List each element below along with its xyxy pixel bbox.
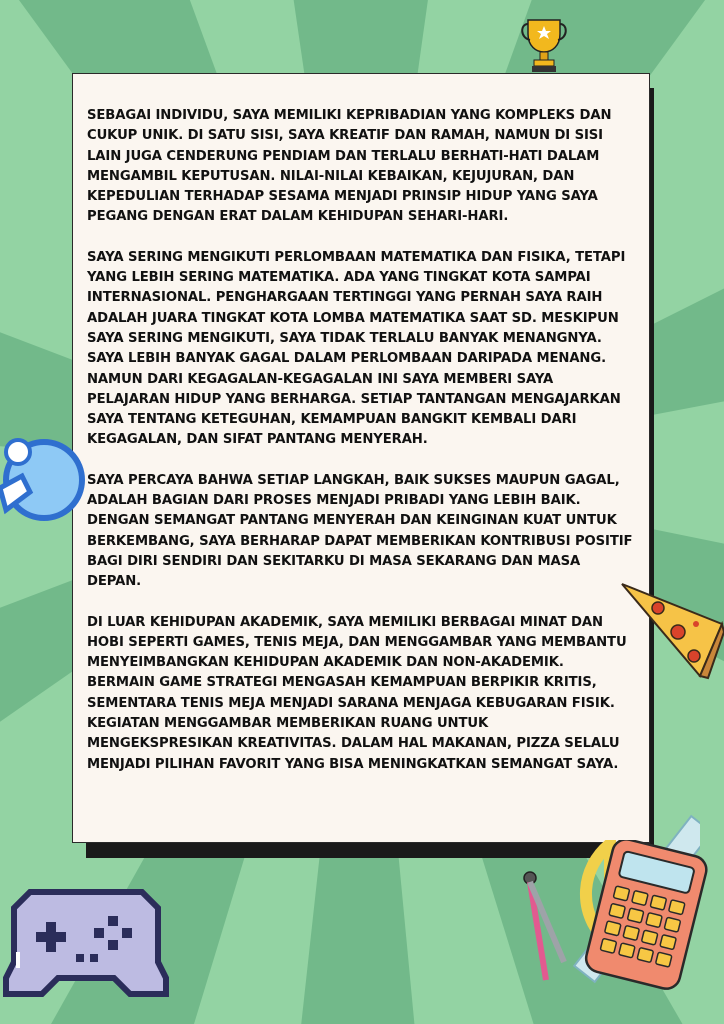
- game-controller-icon: [0, 882, 172, 1002]
- paragraph-competitions: SAYA SERING MENGIKUTI PERLOMBAAN MATEMATIKA DAN FISIKA, TETAPI YANG LEBIH SERING MATEMATIKA. ADA YANG TINGKAT KOTA SAMPAI INTERNASIONAL. PENGHARGAAN TERTINGGI YANG PERNAH SAYA RAIH ADALAH JUARA TINGKAT KOTA LOMBA MATEMATIKA SAAT SD. MESKIPUN SAYA SERING MENGIKUTI, SAYA TIDAK TERLALU BANYAK MENANGNYA. SAYA LEBIH BANYAK GAGAL DALAM PERLOMBAAN DARIPADA MENANG. NAMUN DARI KEGAGALAN-KEGAGALAN INI SAYA MEMBERI SAYA PELAJARAN HIDUP YANG BERHARGA. SETIAP TANTANGAN MENGAJARKAN SAYA TENTANG KETEGUHAN, KEMAMPUAN BANGKIT KEMBALI DARI KEGAGALAN, DAN SIFAT PANTANG MENYERAH.: [87, 249, 626, 448]
- trophy-icon: [520, 14, 568, 74]
- paragraph-belief: SAYA PERCAYA BAHWA SETIAP LANGKAH, BAIK SUKSES MAUPUN GAGAL, ADALAH BAGIAN DARI PROSES MENJADI PRIBADI YANG LEBIH BAIK. DENGAN SEMANGAT PANTANG MENYERAH DAN KEINGINAN KUAT UNTUK BERKEMBANG, SAYA BERHARAP DAPAT MEMBERIKAN KONTRIBUSI POSITIF BAGI DIRI SENDIRI DAN SEKITARKU DI MASA SEKARANG DAN MASA DEPAN.: [87, 472, 633, 590]
- ping-pong-icon: [0, 430, 90, 530]
- text-card: [72, 73, 650, 843]
- pizza-icon: [618, 580, 724, 680]
- paragraph-personality: SEBAGAI INDIVIDU, SAYA MEMILIKI KEPRIBADIAN YANG KOMPLEKS DAN CUKUP UNIK. DI SATU SISI, SAYA KREATIF DAN RAMAH, NAMUN DI SISI LAIN JUGA CENDERUNG PENDIAM DAN TERLALU BERHATI-HATI DALAM MENGAMBIL KEPUTUSAN. NILAI-NILAI KEBAIKAN, KEJUJURAN, DAN KEPEDULIAN TERHADAP SESAMA MENJADI PRINSIP HIDUP YANG SAYA PEGANG DENGAN ERAT DALAM KEHIDUPAN SEHARI-HARI.: [87, 108, 612, 225]
- calculator-icon: [584, 840, 708, 990]
- text-body: [87, 106, 635, 795]
- compass-icon: [516, 868, 576, 988]
- paragraph-hobbies: DI LUAR KEHIDUPAN AKADEMIK, SAYA MEMILIKI BERBAGAI MINAT DAN HOBI SEPERTI GAMES, TENIS MEJA, DAN MENGGAMBAR YANG MEMBANTU MENYEIMBANGKAN KEHIDUPAN AKADEMIK DAN NON-AKADEMIK. BERMAIN GAME STRATEGI MENGASAH KEMAMPUAN BERPIKIR KRITIS, SEMENTARA TENIS MEJA MENJADI SARANA MENJAGA KEBUGARAN FISIK. KEGIATAN MENGGAMBAR MEMBERIKAN RUANG UNTUK MENGEKSPRESIKAN KREATIVITAS. DALAM HAL MAKANAN, PIZZA SELALU MENJADI PILIHAN FAVORIT YANG BISA MENINGKATKAN SEMANGAT SAYA.: [87, 614, 627, 772]
